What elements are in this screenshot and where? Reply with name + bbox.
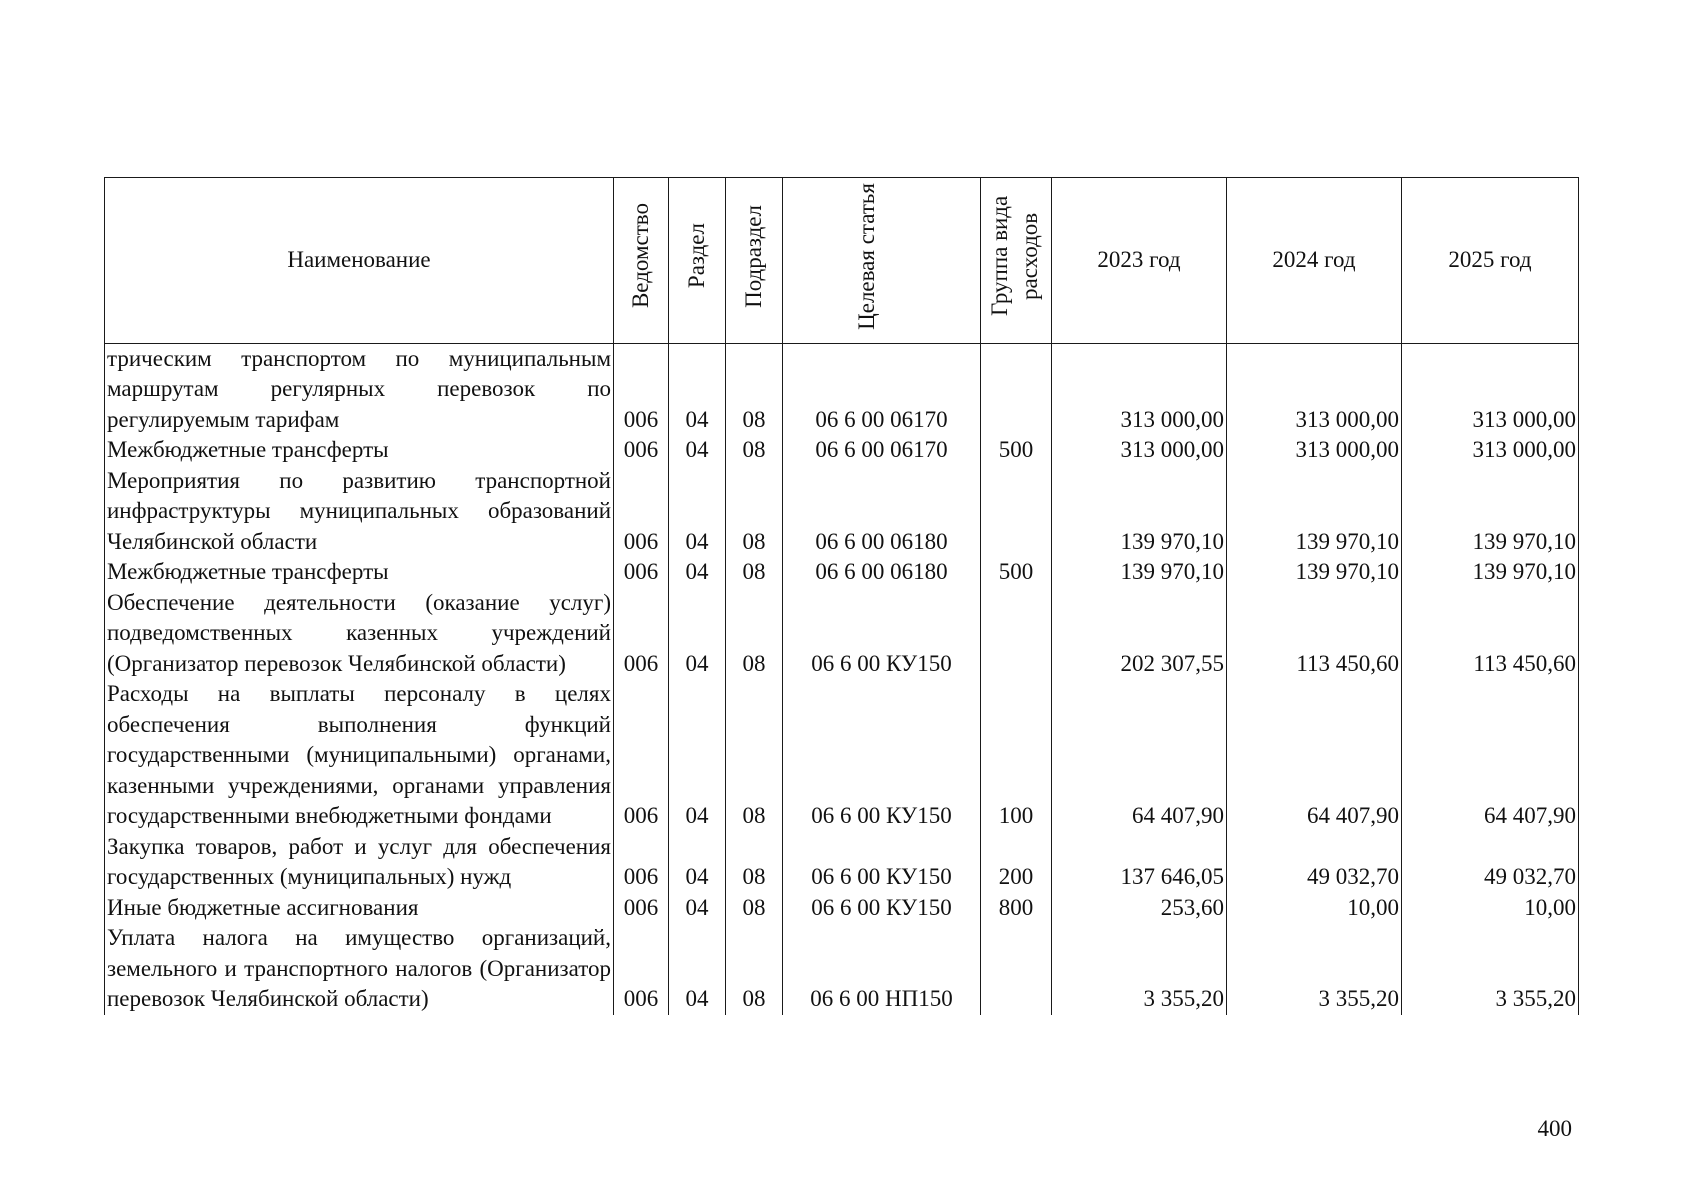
cell-target-article: 06 6 00 КУ150 [783,832,981,893]
cell-name: трическим транспортом по муниципальным маршрутам регулярных перевозок по регулируемым тарифам [105,343,614,435]
table-body [105,343,1579,1015]
cell-department: 006 [614,466,669,558]
cell-department: 006 [614,923,669,1015]
cell-department: 006 [614,557,669,588]
cell-subsection: 08 [726,466,783,558]
cell-2024: 10,00 [1227,893,1402,924]
cell-2024: 139 970,10 [1227,466,1402,558]
cell-section: 04 [669,832,726,893]
cell-section: 04 [669,923,726,1015]
cell-subsection: 08 [726,435,783,466]
cell-2024: 139 970,10 [1227,557,1402,588]
table-row [105,679,1579,832]
cell-name: Обеспечение деятельности (оказание услуг) подведомственных казенных учреждений (Организатор перевозок Челябинской области) [105,588,614,680]
cell-2025: 313 000,00 [1402,343,1579,435]
table-row [105,435,1579,466]
cell-section: 04 [669,893,726,924]
table-row [105,557,1579,588]
cell-subsection: 08 [726,588,783,680]
cell-department: 006 [614,893,669,924]
header-year-2023: 2023 год [1052,178,1227,344]
cell-2024: 313 000,00 [1227,435,1402,466]
cell-section: 04 [669,588,726,680]
cell-expense-group [981,588,1052,680]
cell-expense-group [981,466,1052,558]
cell-subsection: 08 [726,557,783,588]
cell-2023: 3 355,20 [1052,923,1227,1015]
cell-2025: 64 407,90 [1402,679,1579,832]
header-year-2024: 2024 год [1227,178,1402,344]
cell-2023: 202 307,55 [1052,588,1227,680]
cell-name: Закупка товаров, работ и услуг для обеспечения государственных (муниципальных) нужд [105,832,614,893]
cell-section: 04 [669,343,726,435]
cell-2025: 313 000,00 [1402,435,1579,466]
page-number: 400 [1537,1116,1572,1141]
header-expense-group: Группа вида расходов [981,178,1052,344]
cell-2023: 253,60 [1052,893,1227,924]
table-row [105,466,1579,558]
cell-subsection: 08 [726,679,783,832]
cell-2025: 3 355,20 [1402,923,1579,1015]
cell-2024: 3 355,20 [1227,923,1402,1015]
cell-section: 04 [669,435,726,466]
cell-2023: 139 970,10 [1052,557,1227,588]
cell-2025: 139 970,10 [1402,557,1579,588]
cell-target-article: 06 6 00 КУ150 [783,893,981,924]
cell-2024: 313 000,00 [1227,343,1402,435]
header-year-2025: 2025 год [1402,178,1579,344]
cell-name: Межбюджетные трансферты [105,435,614,466]
table-row [105,832,1579,893]
cell-target-article: 06 6 00 06180 [783,557,981,588]
cell-subsection: 08 [726,893,783,924]
cell-target-article: 06 6 00 КУ150 [783,679,981,832]
cell-2023: 313 000,00 [1052,343,1227,435]
table-row [105,923,1579,1015]
cell-target-article: 06 6 00 06180 [783,466,981,558]
header-subsection: Подраздел [726,178,783,344]
table-row [105,343,1579,435]
cell-department: 006 [614,588,669,680]
header-department: Ведомство [614,178,669,344]
cell-section: 04 [669,557,726,588]
cell-name: Межбюджетные трансферты [105,557,614,588]
header-name: Наименование [105,178,614,344]
cell-name: Иные бюджетные ассигнования [105,893,614,924]
cell-2025: 10,00 [1402,893,1579,924]
cell-department: 006 [614,435,669,466]
cell-2023: 313 000,00 [1052,435,1227,466]
cell-subsection: 08 [726,832,783,893]
budget-table-container [104,177,1578,1015]
header-section: Раздел [669,178,726,344]
cell-department: 006 [614,832,669,893]
cell-expense-group: 200 [981,832,1052,893]
cell-2025: 113 450,60 [1402,588,1579,680]
table-row [105,893,1579,924]
cell-department: 006 [614,679,669,832]
cell-subsection: 08 [726,923,783,1015]
cell-expense-group: 800 [981,893,1052,924]
table-row [105,588,1579,680]
cell-expense-group: 500 [981,435,1052,466]
cell-expense-group [981,343,1052,435]
cell-expense-group [981,923,1052,1015]
cell-subsection: 08 [726,343,783,435]
cell-section: 04 [669,679,726,832]
cell-target-article: 06 6 00 НП150 [783,923,981,1015]
cell-2025: 49 032,70 [1402,832,1579,893]
table-header-row [105,178,1579,344]
cell-2024: 49 032,70 [1227,832,1402,893]
cell-target-article: 06 6 00 КУ150 [783,588,981,680]
cell-2023: 137 646,05 [1052,832,1227,893]
cell-name: Расходы на выплаты персоналу в целях обеспечения выполнения функций государственными (муниципальными) органами, казенными учреждениями, органами управления государственными внебюджетными фондами [105,679,614,832]
cell-section: 04 [669,466,726,558]
cell-department: 006 [614,343,669,435]
budget-table [104,177,1579,1015]
cell-2023: 139 970,10 [1052,466,1227,558]
cell-expense-group: 100 [981,679,1052,832]
cell-name: Уплата налога на имущество организаций, земельного и транспортного налогов (Организатор перевозок Челябинской области) [105,923,614,1015]
cell-2024: 64 407,90 [1227,679,1402,832]
header-target-article: Целевая статья [783,178,981,344]
cell-2023: 64 407,90 [1052,679,1227,832]
cell-target-article: 06 6 00 06170 [783,343,981,435]
cell-target-article: 06 6 00 06170 [783,435,981,466]
cell-2025: 139 970,10 [1402,466,1579,558]
cell-expense-group: 500 [981,557,1052,588]
cell-2024: 113 450,60 [1227,588,1402,680]
cell-name: Мероприятия по развитию транспортной инфраструктуры муниципальных образований Челябинской области [105,466,614,558]
